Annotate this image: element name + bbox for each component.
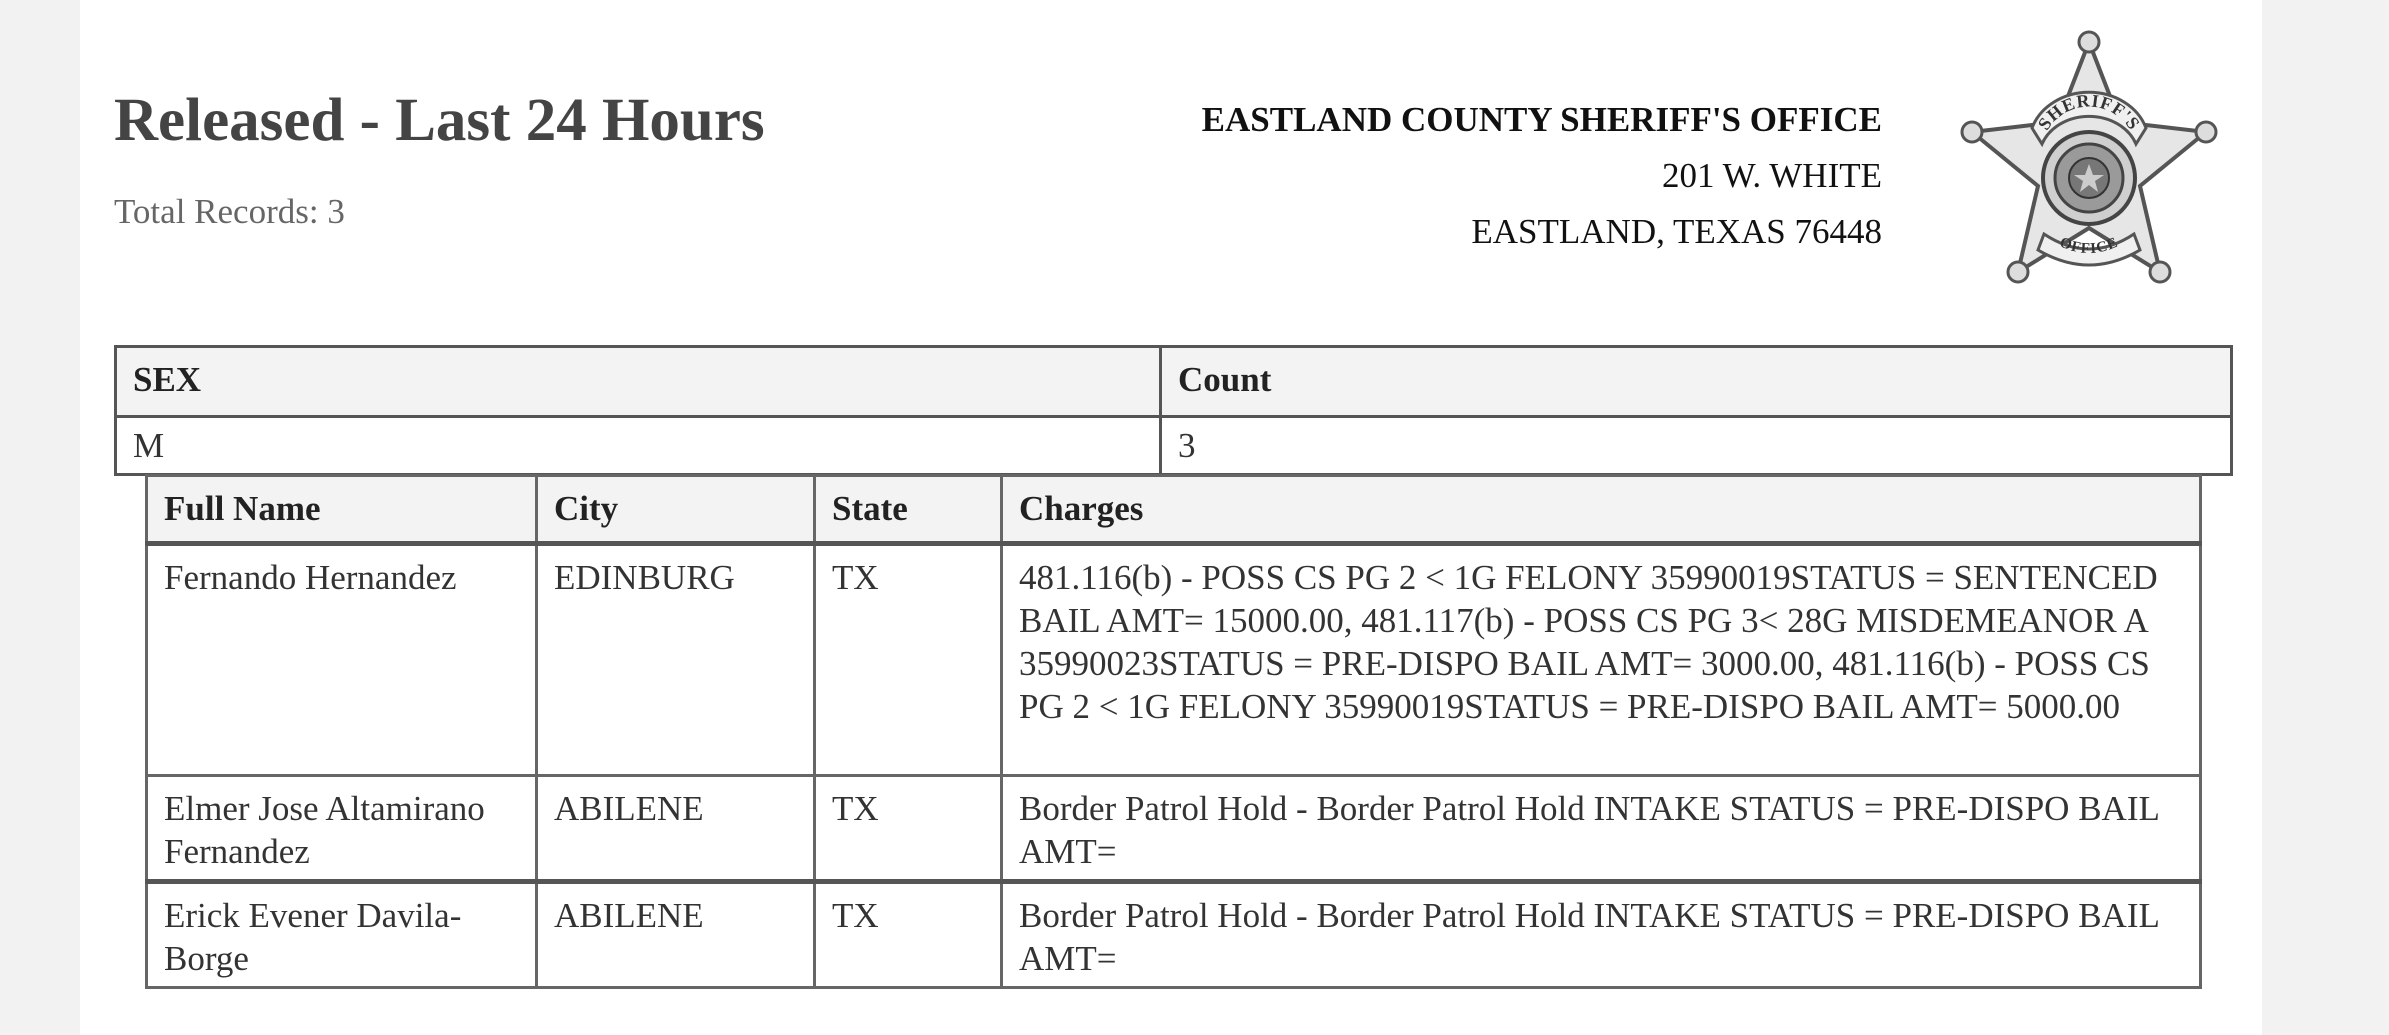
charges-cell: Border Patrol Hold - Border Patrol Hold INTAKE STATUS = PRE-DISPO BAIL AMT=: [1002, 776, 2201, 882]
sheriff-badge-icon: [1944, 28, 2234, 304]
full-name-cell: Elmer Jose Altamirano Fernandez: [147, 776, 537, 882]
state-cell: TX: [815, 544, 1002, 776]
report-page: [80, 0, 2262, 1035]
city-cell: ABILENE: [537, 776, 815, 882]
full-name-column-header: Full Name: [147, 476, 537, 544]
state-cell: TX: [815, 882, 1002, 988]
total-records: Total Records: 3: [114, 192, 345, 231]
sex-column-header: SEX: [116, 347, 1161, 417]
full-name-cell: Fernando Hernandez: [147, 544, 537, 776]
svg-text:OFFICE: OFFICE: [2057, 234, 2121, 258]
agency-name: EASTLAND COUNTY SHERIFF'S OFFICE: [1201, 100, 1882, 139]
city-cell: ABILENE: [537, 882, 815, 988]
table-row: [147, 776, 2201, 882]
count-column-header: Count: [1161, 347, 2232, 417]
sex-cell: M: [116, 417, 1161, 475]
city-cell: EDINBURG: [537, 544, 815, 776]
state-column-header: State: [815, 476, 1002, 544]
sex-summary-table: [114, 345, 2233, 476]
city-column-header: City: [537, 476, 815, 544]
agency-address-line2: EASTLAND, TEXAS 76448: [1471, 212, 1882, 251]
svg-text:SHERIFF'S: SHERIFF'S: [2033, 90, 2145, 134]
agency-address-line1: 201 W. WHITE: [1661, 156, 1882, 195]
table-row: [147, 882, 2201, 988]
agency-block: [1202, 100, 1882, 268]
charges-cell: Border Patrol Hold - Border Patrol Hold INTAKE STATUS = PRE-DISPO BAIL AMT=: [1002, 882, 2201, 988]
state-cell: TX: [815, 776, 1002, 882]
table-row: [116, 417, 2232, 475]
charges-cell: 481.116(b) - POSS CS PG 2 < 1G FELONY 35990019STATUS = SENTENCED BAIL AMT= 15000.00, 481.117(b) - POSS CS PG 3< 28G MISDEMEANOR A 35990023STATUS = PRE-DISPO BAIL AMT= 3000.00, 481.116(b) - POSS CS PG 2 < 1G FELONY 35990019STATUS = PRE-DISPO BAIL AMT= 5000.00: [1002, 544, 2201, 776]
releases-table: [145, 474, 2202, 989]
full-name-cell: Erick Evener Davila-Borge: [147, 882, 537, 988]
charges-column-header: Charges: [1002, 476, 2201, 544]
table-row: [147, 544, 2201, 776]
count-cell: 3: [1161, 417, 2232, 475]
report-title: Released - Last 24 Hours: [114, 87, 765, 154]
